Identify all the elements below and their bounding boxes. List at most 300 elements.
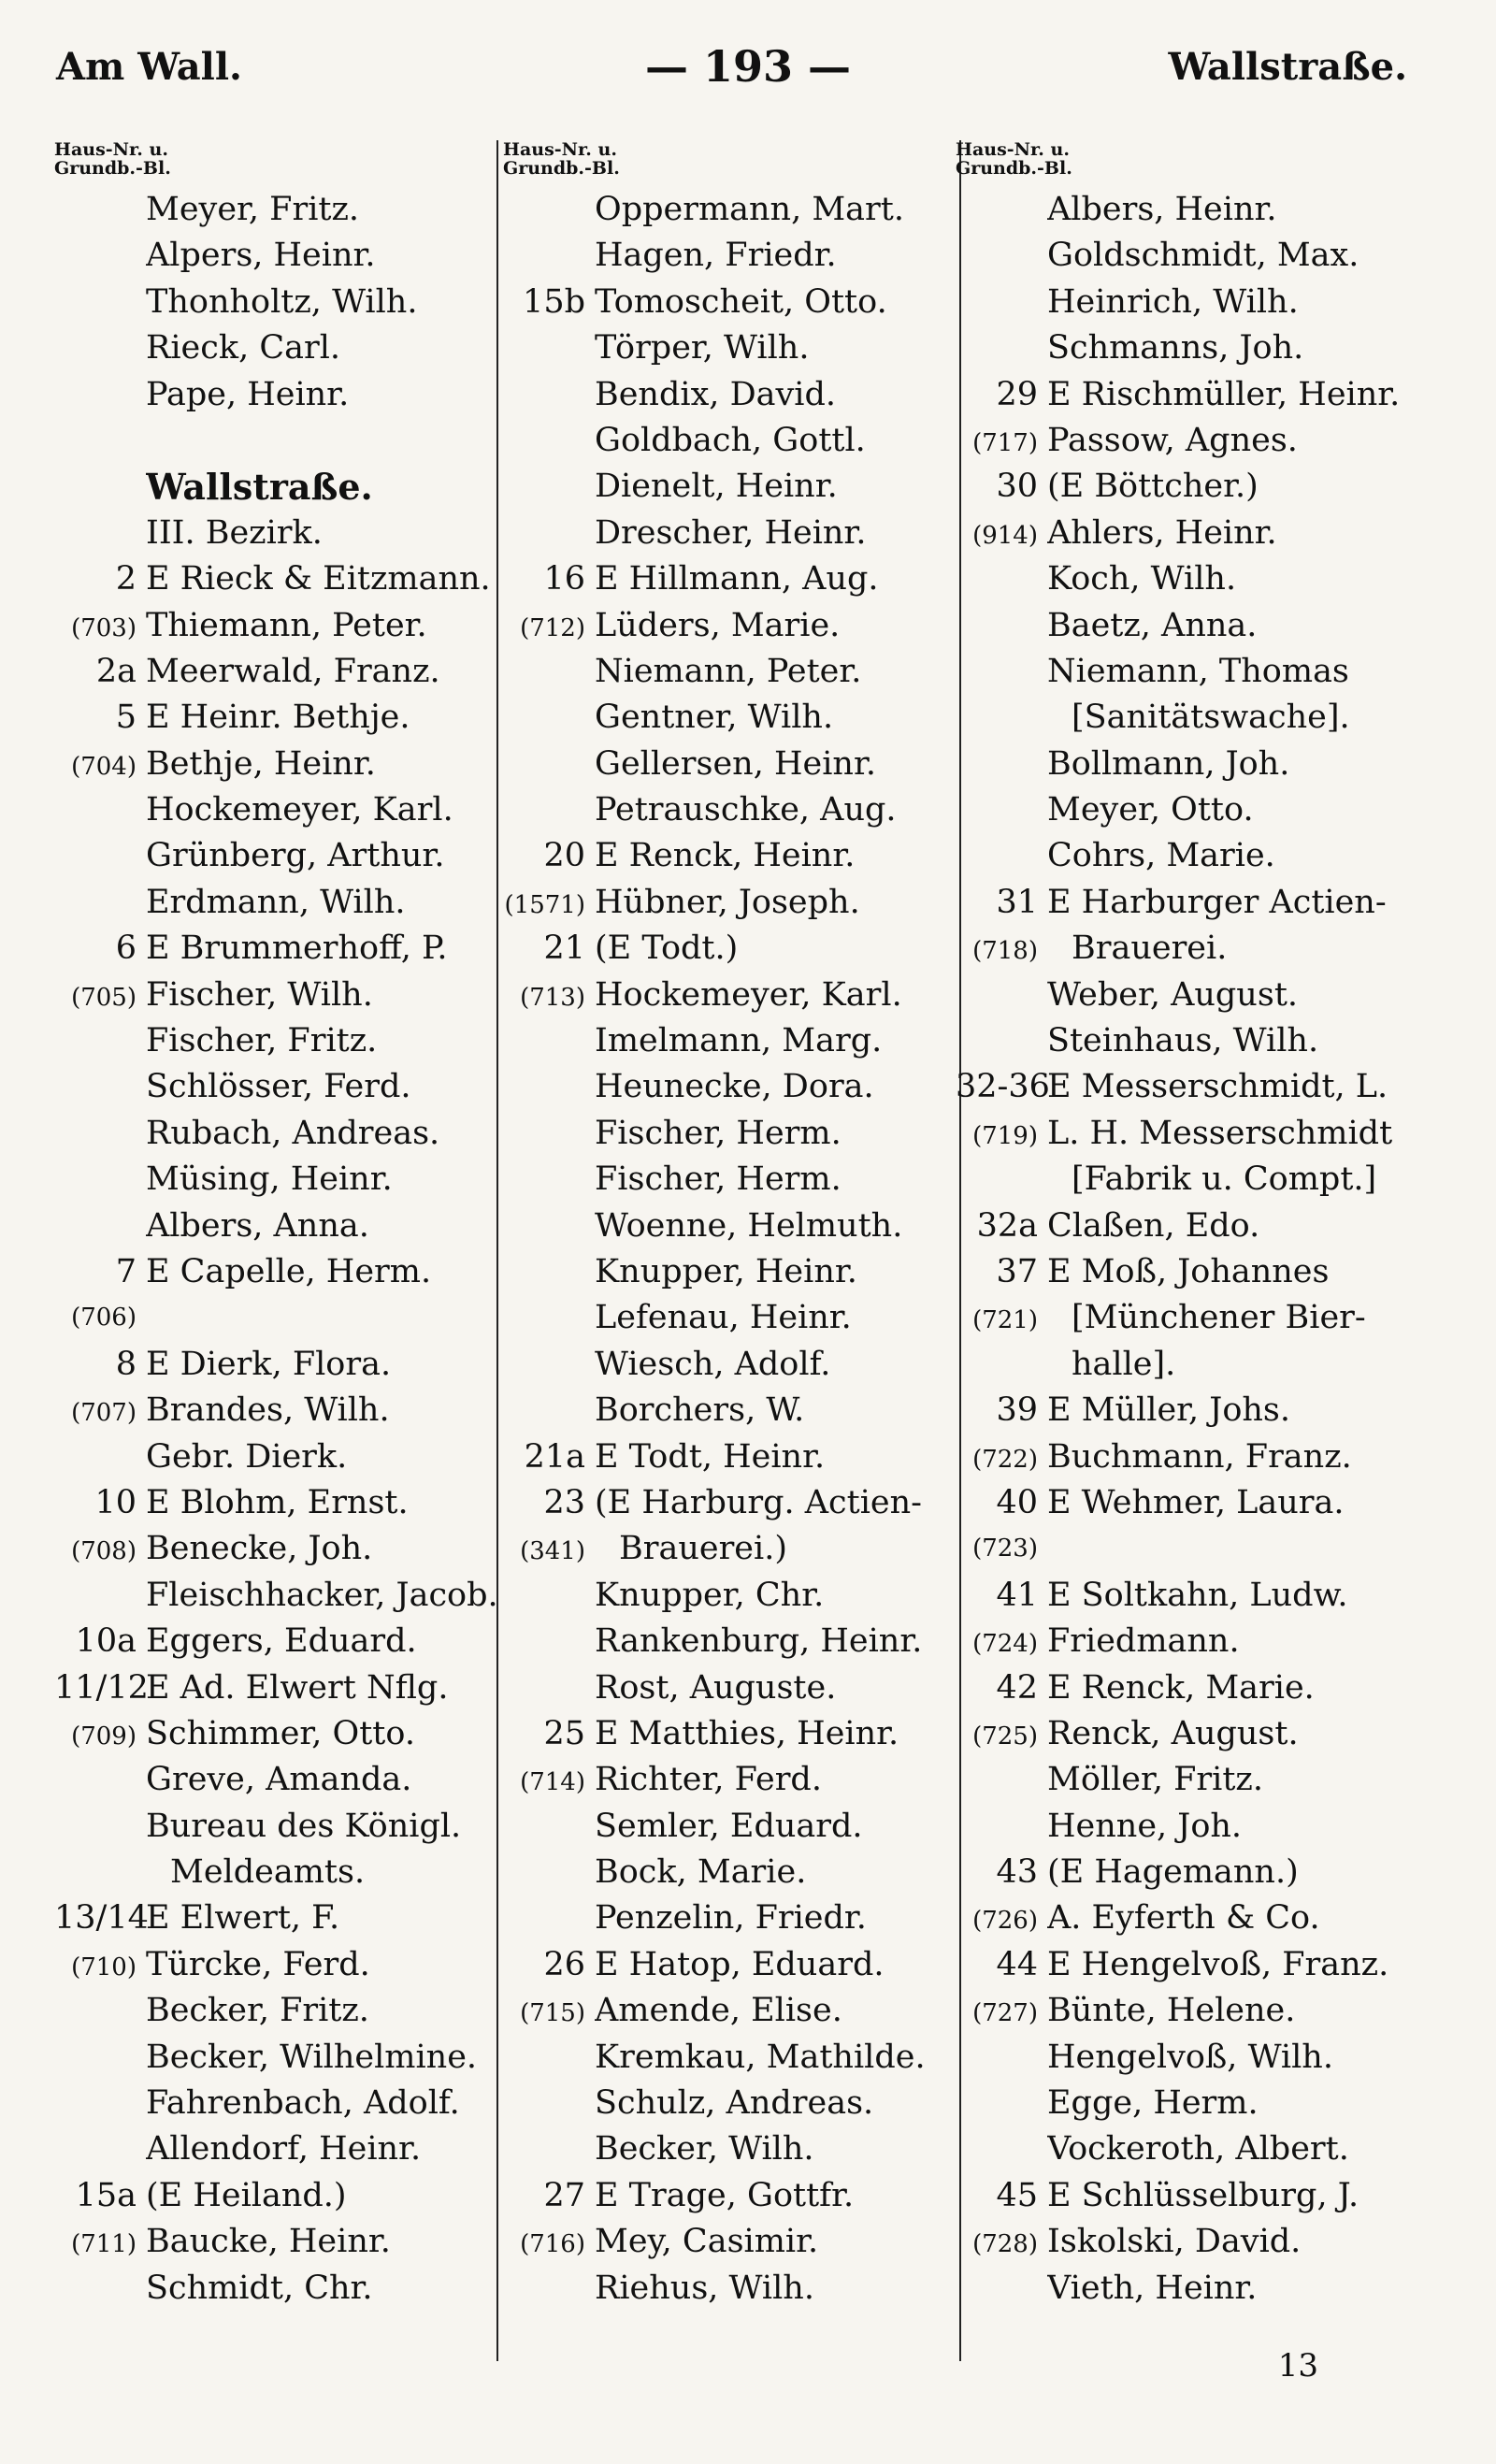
page-number-header: — 193 — [644, 41, 852, 92]
list-item [54, 1988, 512, 2034]
column-caption: Haus-Nr. u. Grundb.-Bl. [956, 139, 1072, 179]
list-item [956, 1942, 1414, 1988]
house-number: (722) [972, 1445, 1038, 1474]
house-number: (707) [71, 1399, 137, 1428]
resident-name: Knupper, Heinr. [595, 1252, 857, 1290]
house-number: 25 [543, 1714, 585, 1752]
column-2 [503, 140, 961, 2312]
list-item [54, 1526, 512, 1572]
list-item [54, 2035, 512, 2081]
resident-name: Grünberg, Arthur. [146, 837, 445, 875]
list-item [956, 372, 1414, 418]
resident-name: Bendix, David. [595, 375, 836, 413]
list-item [54, 464, 512, 510]
resident-name: III. Bezirk. [146, 513, 323, 552]
resident-name: Becker, Wilhelmine. [146, 2038, 478, 2076]
resident-name: Bock, Marie. [595, 1853, 807, 1892]
list-item [956, 742, 1414, 787]
list-item [956, 1434, 1414, 1480]
list-item [503, 1804, 961, 1850]
list-item [54, 1895, 512, 1941]
house-number: 21a [524, 1437, 585, 1476]
list-item [54, 418, 512, 464]
list-item [956, 1711, 1414, 1757]
house-number: (710) [71, 1952, 137, 1981]
list-item [956, 880, 1414, 926]
house-number: 31 [996, 883, 1038, 921]
resident-name: (E Hagemann.) [1047, 1853, 1299, 1892]
resident-name: Hockemeyer, Karl. [595, 975, 902, 1014]
list-item [54, 2173, 512, 2219]
list-item [54, 1711, 512, 1757]
list-item [503, 926, 961, 972]
list-item [956, 973, 1414, 1018]
list-item [503, 1064, 961, 1110]
resident-name: E Wehmer, Laura. [1047, 1483, 1345, 1521]
list-item [503, 1342, 961, 1388]
resident-name: Richter, Ferd. [595, 1761, 822, 1799]
list-item [54, 695, 512, 741]
resident-name: Tomoscheit, Otto. [595, 282, 887, 321]
resident-name: Heunecke, Dora. [595, 1068, 874, 1106]
resident-name: Ahlers, Heinr. [1047, 513, 1277, 552]
resident-name: E Hillmann, Aug. [595, 560, 879, 598]
list-item [956, 649, 1414, 695]
house-number: (341) [520, 1537, 585, 1566]
resident-name: Vieth, Heinr. [1047, 2269, 1258, 2307]
resident-name: Henne, Joh. [1047, 1807, 1243, 1845]
resident-name: Törper, Wilh. [595, 329, 810, 367]
resident-name: Woenne, Helmuth. [595, 1206, 903, 1245]
resident-name: E Elwert, F. [146, 1899, 340, 1938]
house-number: 13/14 [54, 1899, 149, 1938]
resident-name: Alpers, Heinr. [146, 237, 376, 275]
house-number: 40 [996, 1483, 1038, 1521]
resident-name: E Schlüsselburg, J. [1047, 2176, 1359, 2214]
house-number: (714) [520, 1768, 585, 1797]
resident-name: Greve, Amanda. [146, 1761, 412, 1799]
list-item [54, 1388, 512, 1434]
house-number: (719) [972, 1121, 1038, 1150]
resident-name: Cohrs, Marie. [1047, 837, 1275, 875]
resident-name: Weber, August. [1047, 975, 1299, 1014]
list-item [503, 1018, 961, 1064]
list-item [956, 1157, 1414, 1203]
list-item [956, 1988, 1414, 2034]
resident-name: Rieck, Carl. [146, 329, 341, 367]
street-heading: Wallstraße. [146, 466, 373, 509]
list-item [54, 372, 512, 418]
resident-name: Meyer, Fritz. [146, 191, 360, 228]
list-item [503, 2126, 961, 2172]
resident-name: (E Heiland.) [146, 2176, 347, 2214]
resident-name: Fischer, Herm. [595, 1114, 842, 1152]
resident-name: Eggers, Eduard. [146, 1622, 417, 1661]
list-item [503, 787, 961, 833]
list-item [956, 833, 1414, 879]
house-number: 32-36 [956, 1068, 1050, 1106]
house-number: 41 [996, 1576, 1038, 1614]
list-item [956, 787, 1414, 833]
house-number: 27 [543, 2176, 585, 2214]
resident-name: Koch, Wilh. [1047, 560, 1237, 598]
house-number: (716) [520, 2230, 585, 2259]
resident-name: Gellersen, Heinr. [595, 744, 876, 783]
resident-name: Claßen, Edo. [1047, 1206, 1260, 1245]
resident-name: Rubach, Andreas. [146, 1114, 440, 1152]
house-number: (712) [520, 613, 585, 642]
list-item [54, 649, 512, 695]
list-item [54, 742, 512, 787]
resident-name: Renck, August. [1047, 1714, 1299, 1752]
house-number: (726) [972, 1907, 1038, 1936]
column-1 [54, 140, 512, 2312]
list-item [956, 2126, 1414, 2172]
house-number: 2 [115, 560, 137, 598]
list-item [956, 1388, 1414, 1434]
resident-name: E Rieck & Eitzmann. [146, 560, 491, 598]
house-number: 42 [996, 1668, 1038, 1707]
list-item [503, 418, 961, 464]
resident-name: Penzelin, Friedr. [595, 1899, 867, 1938]
house-number: 10 [94, 1483, 137, 1521]
resident-name: Lüders, Marie. [595, 606, 841, 644]
list-item [503, 1480, 961, 1526]
list-item [956, 1804, 1414, 1850]
resident-name: E Müller, Johs. [1047, 1391, 1291, 1430]
resident-name: Brauerei.) [619, 1530, 787, 1568]
house-number: 20 [543, 837, 585, 875]
list-item [54, 2219, 512, 2265]
house-number: 11/12 [54, 1668, 149, 1707]
resident-name: Allendorf, Heinr. [146, 2130, 422, 2169]
list-item [956, 1665, 1414, 1711]
list-item [956, 1203, 1414, 1249]
house-number: (709) [71, 1722, 137, 1751]
list-item [503, 2035, 961, 2081]
resident-name: Heinrich, Wilh. [1047, 282, 1299, 321]
house-number: 39 [996, 1391, 1038, 1430]
list-item [54, 1619, 512, 1664]
list-item [956, 2173, 1414, 2219]
list-item [503, 695, 961, 741]
list-item [956, 1526, 1414, 1572]
resident-name: Baucke, Heinr. [146, 2223, 391, 2261]
list-item [503, 556, 961, 602]
list-item [956, 1249, 1414, 1295]
resident-name: Albers, Anna. [146, 1206, 369, 1245]
house-number: 44 [996, 1945, 1038, 1983]
list-item [54, 233, 512, 279]
resident-name: [Münchener Bier- [1072, 1299, 1366, 1337]
list-item [54, 1665, 512, 1711]
resident-name: Brandes, Wilh. [146, 1391, 390, 1430]
resident-name: Semler, Eduard. [595, 1807, 863, 1845]
list-item [503, 1988, 961, 2034]
resident-name: Schmanns, Joh. [1047, 329, 1304, 367]
resident-name: Fischer, Wilh. [146, 975, 373, 1014]
resident-name: E Rischmüller, Heinr. [1047, 375, 1401, 413]
resident-name: Goldschmidt, Max. [1047, 237, 1359, 275]
resident-name: Amende, Elise. [595, 1992, 842, 2030]
resident-name: A. Eyferth & Co. [1047, 1899, 1320, 1938]
resident-name: E Dierk, Flora. [146, 1345, 392, 1383]
list-item [956, 280, 1414, 325]
list-item [956, 2081, 1414, 2126]
list-item [503, 880, 961, 926]
list-item [54, 1295, 512, 1341]
list-item [54, 1018, 512, 1064]
list-item [956, 511, 1414, 556]
resident-name: Lefenau, Heinr. [595, 1299, 852, 1337]
house-number: (708) [71, 1537, 137, 1566]
list-item [503, 1850, 961, 1895]
list-item [956, 1573, 1414, 1619]
list-item [956, 1064, 1414, 1110]
resident-name: E Blohm, Ernst. [146, 1483, 409, 1521]
list-item [503, 1111, 961, 1157]
house-number: (723) [972, 1535, 1038, 1563]
resident-name: Hagen, Friedr. [595, 237, 837, 275]
resident-name: Oppermann, Mart. [595, 191, 904, 228]
house-number: 37 [996, 1252, 1038, 1290]
house-number: (705) [71, 983, 137, 1012]
list-item [503, 603, 961, 649]
resident-name: Riehus, Wilh. [595, 2269, 814, 2307]
list-item [503, 1157, 961, 1203]
resident-name: Meldeamts. [170, 1853, 366, 1892]
house-number: 5 [115, 699, 137, 737]
resident-name: Goldbach, Gottl. [595, 421, 866, 459]
resident-name: E Harburger Actien- [1047, 883, 1387, 921]
list-item [54, 880, 512, 926]
resident-name: Wiesch, Adolf. [595, 1345, 831, 1383]
resident-name: E Matthies, Heinr. [595, 1714, 899, 1752]
list-item [503, 1895, 961, 1941]
list-item [54, 603, 512, 649]
resident-name: Buchmann, Franz. [1047, 1437, 1352, 1476]
resident-name: Baetz, Anna. [1047, 606, 1258, 644]
house-number: 23 [543, 1483, 585, 1521]
resident-name: E Soltkahn, Ludw. [1047, 1576, 1348, 1614]
resident-name: Knupper, Chr. [595, 1576, 825, 1614]
list-item [54, 2266, 512, 2312]
list-item [503, 2081, 961, 2126]
resident-name: Bollmann, Joh. [1047, 744, 1290, 783]
resident-name: Becker, Wilh. [595, 2130, 814, 2169]
resident-name: Drescher, Heinr. [595, 513, 867, 552]
list-item [503, 1434, 961, 1480]
list-item [54, 1157, 512, 1203]
list-item [54, 973, 512, 1018]
list-item [503, 2173, 961, 2219]
house-number: 21 [543, 929, 585, 968]
running-head-right: Wallstraße. [1168, 45, 1407, 89]
house-number: (1571) [504, 890, 585, 919]
house-number: 16 [543, 560, 585, 598]
list-item [503, 325, 961, 371]
house-number: 10a [75, 1622, 137, 1661]
house-number: 30 [996, 468, 1038, 506]
resident-name: Schlösser, Ferd. [146, 1068, 411, 1106]
house-number: (711) [71, 2230, 137, 2259]
list-item [956, 418, 1414, 464]
resident-name: Fleischhacker, Jacob. [146, 1576, 498, 1614]
house-number: (914) [972, 521, 1038, 550]
resident-name: Rost, Auguste. [595, 1668, 837, 1707]
list-item [54, 187, 512, 233]
house-number: 6 [115, 929, 137, 968]
list-item [503, 742, 961, 787]
list-item [503, 1757, 961, 1803]
resident-name: E Ad. Elwert Nflg. [146, 1668, 449, 1707]
list-item [54, 1757, 512, 1803]
resident-name: Fischer, Fritz. [146, 1022, 378, 1060]
list-item [503, 2266, 961, 2312]
list-item [956, 2266, 1414, 2312]
house-number: (704) [71, 752, 137, 781]
list-item [956, 556, 1414, 602]
resident-name: [Fabrik u. Compt.] [1072, 1160, 1377, 1199]
list-item [54, 1942, 512, 1988]
resident-name: Rankenburg, Heinr. [595, 1622, 923, 1661]
resident-name: E Heinr. Bethje. [146, 699, 410, 737]
house-number: (713) [520, 983, 585, 1012]
resident-name: halle]. [1072, 1345, 1176, 1383]
resident-name: Dienelt, Heinr. [595, 468, 838, 506]
list-item [503, 2219, 961, 2265]
list-item [54, 2126, 512, 2172]
resident-name: E Hatop, Eduard. [595, 1945, 885, 1983]
house-number: (727) [972, 1999, 1038, 2028]
house-number: 15a [75, 2176, 137, 2214]
list-item [956, 926, 1414, 972]
house-number: (721) [972, 1306, 1038, 1335]
list-item [503, 1249, 961, 1295]
list-item [503, 511, 961, 556]
house-number: 26 [543, 1945, 585, 1983]
resident-name: Kremkau, Mathilde. [595, 2038, 926, 2076]
house-number: 2a [95, 652, 137, 690]
list-item [503, 833, 961, 879]
list-item [956, 325, 1414, 371]
resident-name: Bureau des Königl. [146, 1807, 462, 1845]
resident-name: [Sanitätswache]. [1072, 699, 1350, 737]
list-item [54, 511, 512, 556]
resident-name: E Renck, Marie. [1047, 1668, 1315, 1707]
resident-name: E Hengelvoß, Franz. [1047, 1945, 1389, 1983]
house-number: (706) [71, 1304, 137, 1333]
resident-name: Hübner, Joseph. [595, 883, 860, 921]
house-number: (725) [972, 1722, 1038, 1751]
resident-name: Mey, Casimir. [595, 2223, 819, 2261]
list-item [54, 1111, 512, 1157]
resident-name: Hockemeyer, Karl. [146, 791, 453, 829]
resident-name: Egge, Herm. [1047, 2084, 1259, 2123]
column-3 [956, 140, 1414, 2312]
resident-name: Schimmer, Otto. [146, 1714, 415, 1752]
resident-name: L. H. Messerschmidt [1047, 1114, 1393, 1152]
list-item [54, 926, 512, 972]
list-item [54, 833, 512, 879]
resident-name: Petrauschke, Aug. [595, 791, 897, 829]
resident-name: E Brummerhoff, P. [146, 929, 448, 968]
list-item [503, 233, 961, 279]
house-number: (715) [520, 1999, 585, 2028]
resident-name: Türcke, Ferd. [146, 1945, 370, 1983]
resident-name: (E Harburg. Actien- [595, 1483, 922, 1521]
resident-name: Gentner, Wilh. [595, 699, 834, 737]
resident-name: Bethje, Heinr. [146, 744, 376, 783]
resident-name: Fahrenbach, Adolf. [146, 2084, 460, 2123]
resident-name: Borchers, W. [595, 1391, 805, 1430]
resident-name: Steinhaus, Wilh. [1047, 1022, 1319, 1060]
list-item [54, 1573, 512, 1619]
list-item [956, 464, 1414, 510]
list-item [503, 1711, 961, 1757]
list-item [503, 973, 961, 1018]
list-item [503, 649, 961, 695]
resident-name: E Trage, Gottfr. [595, 2176, 855, 2214]
list-item [54, 280, 512, 325]
list-item [503, 1203, 961, 1249]
resident-name: Pape, Heinr. [146, 375, 350, 413]
list-item [956, 1757, 1414, 1803]
resident-name: Friedmann. [1047, 1622, 1240, 1661]
list-item [956, 233, 1414, 279]
house-number: (703) [71, 613, 137, 642]
resident-name: Benecke, Joh. [146, 1530, 373, 1568]
list-item [956, 2219, 1414, 2265]
resident-name: E Renck, Heinr. [595, 837, 856, 875]
list-item [503, 1665, 961, 1711]
resident-name: Meerwald, Franz. [146, 652, 440, 690]
list-item [956, 187, 1414, 233]
resident-name: Albers, Heinr. [1047, 191, 1277, 228]
list-item [54, 1064, 512, 1110]
resident-name: E Todt, Heinr. [595, 1437, 826, 1476]
resident-name: E Capelle, Herm. [146, 1252, 432, 1290]
resident-name: Gebr. Dierk. [146, 1437, 348, 1476]
signature-mark: 13 [1277, 2347, 1318, 2385]
list-item [956, 1850, 1414, 1895]
list-item [54, 1434, 512, 1480]
house-number: (724) [972, 1630, 1038, 1659]
resident-name: Becker, Fritz. [146, 1992, 369, 2030]
list-item [54, 1203, 512, 1249]
list-item [54, 1480, 512, 1526]
list-item [956, 695, 1414, 741]
resident-name: E Moß, Johannes [1047, 1252, 1330, 1290]
list-item [54, 1804, 512, 1850]
resident-name: E Messerschmidt, L. [1047, 1068, 1388, 1106]
resident-name: Möller, Fritz. [1047, 1761, 1263, 1799]
house-number: (718) [972, 937, 1038, 966]
list-item [503, 1388, 961, 1434]
list-item [503, 1526, 961, 1572]
list-item [956, 1018, 1414, 1064]
list-item [54, 787, 512, 833]
list-item [503, 280, 961, 325]
resident-name: Passow, Agnes. [1047, 421, 1298, 459]
list-item [503, 372, 961, 418]
resident-name: Brauerei. [1072, 929, 1228, 968]
running-head-left: Am Wall. [56, 45, 242, 89]
list-item [54, 556, 512, 602]
list-item [956, 1895, 1414, 1941]
list-item [54, 1249, 512, 1295]
list-item [956, 1295, 1414, 1341]
